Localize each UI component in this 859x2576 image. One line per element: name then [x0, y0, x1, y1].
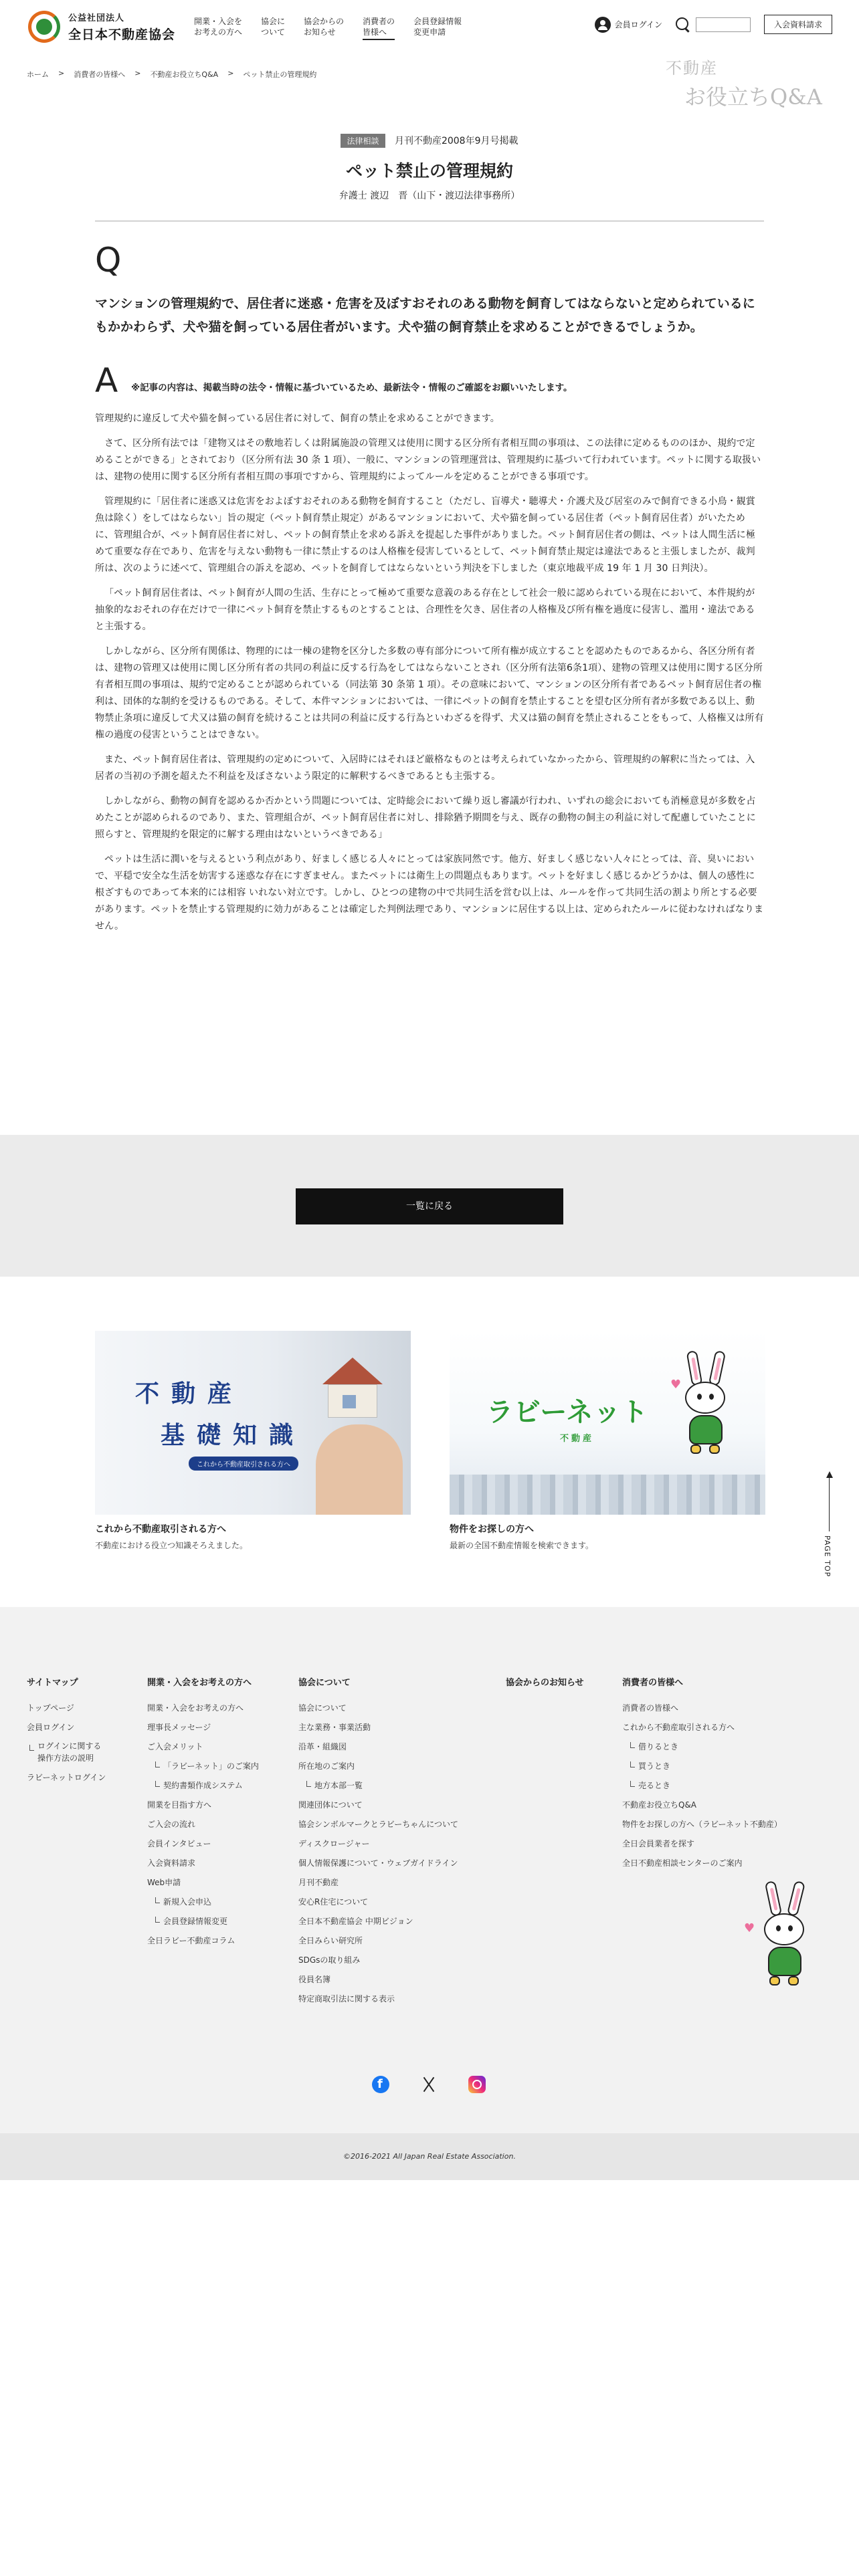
footer-link[interactable]: 借りるとき: [622, 1737, 782, 1757]
footer-col-consumers: [622, 1675, 782, 1873]
site-header: [0, 0, 859, 55]
footer-link[interactable]: 主な業務・事業活動: [298, 1723, 371, 1732]
qa-logo-line1: 不動産: [666, 59, 718, 78]
user-icon: [595, 17, 611, 33]
banner-basics-desc: 不動産における役立つ知識そろえました。: [95, 1541, 248, 1550]
breadcrumb-separator: >: [134, 69, 141, 78]
footer-link[interactable]: 所在地のご案内: [298, 1761, 355, 1771]
footer-link[interactable]: 全日本不動産協会 中期ビジョン: [298, 1917, 413, 1926]
instagram-icon[interactable]: [468, 2076, 486, 2093]
answer-paragraph: さて、区分所有法では「建物又はその敷地若しくは附属施設の管理又は使用に関する区分所有者相互間の事項は、この法律に定めるもののほか、規約で定めることができる」とされており（区分所有法 30 条 1 項）、一般に、マンションの管理運営は、管理規約に基づいて行われています。ペットに関する取扱いは、建物の使用に関する区分所有者相互間の事項ですから、管理規約によってルールを定めることができる事項です。: [95, 438, 761, 482]
footer-link[interactable]: 会員登録情報変更: [147, 1912, 259, 1931]
article-meta: [0, 134, 859, 148]
footer-col-membership: [147, 1675, 259, 1951]
footer-link[interactable]: 理事長メッセージ: [147, 1723, 211, 1732]
footer-link[interactable]: 月刊不動産: [298, 1878, 339, 1887]
banner-basics-caption[interactable]: これから不動産取引される方へ: [95, 1524, 226, 1535]
facebook-icon[interactable]: [372, 2076, 389, 2093]
footer-link[interactable]: ご入会の流れ: [147, 1820, 196, 1829]
breadcrumb-home[interactable]: ホーム: [27, 70, 49, 79]
logo-mark-icon: [27, 9, 62, 44]
footer-link[interactable]: 地方本部一覧: [298, 1776, 458, 1796]
rabbit-mascot-icon: ♥: [670, 1351, 751, 1485]
hand-image: [316, 1424, 403, 1515]
footer-link[interactable]: トップページ: [27, 1703, 74, 1713]
footer-col-sitemap: [27, 1675, 106, 1788]
answer-marker: A: [95, 361, 118, 400]
request-materials-button[interactable]: 入会資料請求: [764, 15, 832, 34]
arrow-up-icon: [826, 1471, 833, 1478]
banner-basics-pill: これから不動産取引される方へ: [189, 1457, 298, 1471]
footer-link[interactable]: Web申請: [147, 1878, 181, 1887]
breadcrumb-current: ペット禁止の管理規約: [243, 70, 317, 79]
breadcrumb-separator: >: [58, 69, 65, 78]
breadcrumb-qa[interactable]: 不動産お役立ちQ&A: [150, 70, 219, 79]
footer-link[interactable]: 特定商取引法に関する表示: [298, 1994, 395, 2004]
nav-item-consumers[interactable]: 消費者の 皆様へ: [363, 16, 395, 40]
site-footer: [0, 1607, 859, 2180]
nav-item-about[interactable]: 協会に ついて: [261, 17, 286, 37]
footer-link[interactable]: 会員ログイン: [27, 1723, 75, 1732]
category-badge: 法律相談: [341, 134, 385, 148]
answer-paragraph: 管理規約に違反して犬や猫を飼っている居住者に対して、飼育の禁止を求めることができます。: [95, 413, 500, 424]
banner-basics-line2: 基礎知識: [161, 1422, 306, 1449]
footer-link[interactable]: SDGsの取り組み: [298, 1955, 361, 1965]
x-icon[interactable]: [420, 2076, 438, 2093]
footer-link[interactable]: 新規入会申込: [147, 1893, 259, 1912]
page-top-label: PAGE TOP: [823, 1535, 832, 1578]
answer-paragraph: しかしながら、動物の飼育を認めるか否かという問題については、定時総会において繰り返し審議が行われ、いずれの総会においても消極意見が多数を占めたことが認められるのであり、また、管理組合が、ペット飼育居住者に対し、排除猶予期間を与え、既存の動物の飼主の利益に対して配慮していたことに照らすと、管理規約を限定的に解する理由はないというべきである」: [95, 796, 756, 840]
nav-item-member-change[interactable]: 会員登録情報 変更申請: [413, 17, 462, 37]
banner-rabbynet-desc: 最新の全国不動産情報を検索できます。: [450, 1541, 594, 1550]
site-logo[interactable]: [27, 9, 175, 44]
qa-logo-line2: お役立ちQ&A: [684, 84, 822, 110]
answer-paragraph: また、ペット飼育居住者は、管理規約の定めについて、入居時にはそれほど厳格なものとは考えられていなかったから、管理規約の解釈に当たっては、入居者の当初の予測を超えた不利益を及ぼさないよう限定的に解釈するべきであるとも主張する。: [95, 754, 755, 782]
footer-link[interactable]: ログインに関する 操作方法の説明: [27, 1740, 106, 1764]
footer-link[interactable]: ご入会メリット: [147, 1742, 203, 1751]
member-login-label: 会員ログイン: [614, 20, 662, 29]
banner-rabbynet-line1: ラビーネット: [486, 1397, 649, 1428]
banner-rabbynet-caption[interactable]: 物件をお探しの方へ: [450, 1524, 534, 1535]
question-text: マンションの管理規約で、居住者に迷惑・危害を及ぼすおそれのある動物を飼育してはならないと定められているにもかかわらず、犬や猫を飼っている居住者がいます。犬や猫の飼育禁止を求めることができるでしょうか。: [95, 296, 755, 334]
answer-paragraph: 管理規約に「居住者に迷惑又は危害をおよぼすおそれのある動物を飼育すること（ただし、盲導犬・聴導犬・介護犬及び居室のみで飼育できる小鳥・観賞魚は除く）をしてはならない」旨の規定（ペット飼育禁止規定）があるマンションにおいて、犬や猫を飼っている居住者（ペット飼育居住者）がいたために、管理組合が、ペット飼育居住者に対し、ペットの飼育禁止を求める訴えを提起した事件がありました。ペット飼育居住者の側は、ペットは人間生活に極めて重要な存在であり、危害を与えない動物も一律に禁止するのは人格権を侵害しているとして、ペット飼育禁止規定は違法であると主張しましたが、裁判所は、次のように述べて、管理組合の訴えを認め、ペットを飼育してはならないという判決を下しました（東京地裁平成 19 年 1 月 30 日判決）。: [95, 496, 755, 574]
breadcrumb-consumers[interactable]: 消費者の皆様へ: [74, 70, 126, 79]
footer-link[interactable]: ラビーネットログイン: [27, 1773, 106, 1782]
footer-link[interactable]: 協会について: [298, 1703, 347, 1713]
footer-heading: 消費者の皆様へ: [622, 1678, 684, 1688]
footer-link[interactable]: 物件をお探しの方へ（ラビーネット不動産）: [622, 1820, 782, 1829]
footer-link[interactable]: 入会資料請求: [147, 1858, 196, 1868]
footer-heading: 協会について: [298, 1678, 351, 1688]
footer-link[interactable]: 開業・入会をお考えの方へ: [147, 1703, 244, 1713]
footer-col-news: [506, 1675, 584, 1699]
answer-body: [95, 411, 764, 943]
footer-link[interactable]: 全日みらい研究所: [298, 1936, 363, 1945]
answer-paragraph: 「ペット飼育居住者は、ペット飼育が人間の生活、生存にとって極めて重要な意義のある存在として社会一般に認められている現在において、本件規約が抽象的なおそれの存在だけで一律にペット飼育を禁止するものとすることは、合理性を欠き、居住者の人格権及び所有権を過度に侵害し、濫用・違法であると主張する。: [95, 588, 755, 632]
page-title: ペット禁止の管理規約: [345, 161, 513, 181]
footer-link[interactable]: 会員インタビュー: [147, 1839, 211, 1848]
footer-link[interactable]: 不動産お役立ちQ&A: [622, 1800, 697, 1810]
article-author: 弁護士 渡辺 晋（山下・渡辺法律事務所）: [339, 191, 520, 201]
banner-rabbynet-line2: 不動産: [560, 1434, 595, 1444]
breadcrumb: [27, 69, 316, 80]
banner-real-estate-basics[interactable]: [95, 1331, 411, 1515]
answer-disclaimer: ※記事の内容は、掲載当時の法令・情報に基づいているため、最新法令・情報のご確認をお願いいたします。: [131, 383, 573, 393]
copyright: ©2016-2021 All Japan Real Estate Association.: [0, 2133, 859, 2180]
footer-link[interactable]: 全日ラビー不動産コラム: [147, 1936, 235, 1945]
answer-paragraph: ペットは生活に潤いを与えるという利点があり、好ましく感じる人々にとっては家族同然です。他方、好ましく感じない人々にとっては、音、臭いにおいで、平穏で安全な生活を妨害する迷惑な存在にすぎません。またペットには衛生上の問題点もあります。ペットを好ましく感じるかどうかは、個人の感性に根ざすものであって本来的には相容 いれない対立です。しかし、ひとつの建物の中で共同生活を営む以上は、ルールを作って共同生活の割より所とする必要があります。ペットを禁止する管理規約に効力があることは確定した判例法理であり、マンションに居住する以上は、定められたルールに従わなければなりません。: [95, 854, 764, 932]
footer-link[interactable]: 個人情報保護について・ウェブガイドライン: [298, 1858, 458, 1868]
logo-title: 全日本不動産協会: [68, 27, 176, 42]
question-marker: Q: [95, 241, 122, 280]
banner-rabbynet[interactable]: [450, 1331, 765, 1515]
footer-rabbit-mascot-icon: ♥: [744, 1881, 831, 2015]
qa-section-logo: [664, 55, 835, 115]
social-links: [372, 2076, 486, 2093]
back-section: [0, 1135, 859, 1277]
footer-link[interactable]: 「ラビーネット」のご案内: [147, 1757, 259, 1776]
footer-link[interactable]: 消費者の皆様へ: [622, 1703, 679, 1713]
search-icon[interactable]: [674, 16, 692, 33]
footer-link[interactable]: 全日会員業者を探す: [622, 1839, 695, 1848]
nav-item-news[interactable]: 協会からの お知らせ: [304, 17, 345, 37]
footer-link[interactable]: 沿革・組織図: [298, 1742, 347, 1751]
header-utilities: [595, 15, 832, 34]
search-input[interactable]: [696, 17, 751, 32]
footer-col-about: [298, 1675, 458, 2009]
footer-link[interactable]: 全日不動産相談センターのご案内: [622, 1858, 743, 1868]
global-nav: [194, 16, 480, 40]
back-to-list-button[interactable]: 一覧に戻る: [296, 1188, 563, 1224]
footer-link[interactable]: 開業を目指す方へ: [147, 1800, 212, 1810]
house-icon: [322, 1358, 383, 1418]
footer-link[interactable]: 協会シンボルマークとラビーちゃんについて: [298, 1820, 458, 1829]
banner-basics-line1: 不動産: [135, 1380, 244, 1408]
footer-heading: サイトマップ: [27, 1678, 78, 1688]
answer-paragraph: しかしながら、区分所有関係は、物理的には一棟の建物を区分した多数の専有部分について所有権が成立することを認めたものであるから、各区分所有者は、建物の管理又は使用に関し区分所有者の共同の利益に反する行為をしてはならないことされ（区分所有法第6条1項）、建物の管理又は使用に関する区分所有者相互間の事項は、規約で定めることが認められている（同法第 30 条第 1 項）。その意味において、マンションの区分所有者であるペット飼育居住者の権利は、団体的な制約を受けるものである。そして、本件マンションにおいては、一律にペットの飼育を禁止することを望む区分所有者が多数である以上、動物禁止条項に違反して犬又は猫の飼育を続けることは共同の利益に反する行為といわざるを得ず、犬又は猫の飼育を禁止されることをもって、人格権又は所有権の過度の侵害ということはできない。: [95, 646, 764, 740]
breadcrumb-separator: >: [227, 69, 234, 78]
footer-heading[interactable]: 協会からのお知らせ: [506, 1678, 584, 1688]
footer-link[interactable]: 契約書類作成システム: [147, 1776, 259, 1796]
footer-link[interactable]: これから不動産取引される方へ: [622, 1723, 735, 1732]
nav-item-membership[interactable]: 開業・入会を お考えの方へ: [194, 17, 243, 37]
footer-heading: 開業・入会をお考えの方へ: [147, 1678, 252, 1688]
footer-link[interactable]: ディスクロージャー: [298, 1839, 370, 1848]
member-login-link[interactable]: [595, 17, 662, 33]
footer-link[interactable]: 役員名簿: [298, 1975, 331, 1984]
footer-link[interactable]: 関連団体について: [298, 1800, 363, 1810]
footer-link[interactable]: 売るとき: [622, 1776, 782, 1796]
article-source: 月刊不動産2008年9月号掲載: [394, 136, 518, 146]
page-top-button[interactable]: [820, 1471, 840, 1585]
footer-link[interactable]: 安心R住宅について: [298, 1897, 369, 1907]
footer-link[interactable]: 買うとき: [622, 1757, 782, 1776]
logo-subtitle: 公益社団法人: [68, 13, 125, 23]
